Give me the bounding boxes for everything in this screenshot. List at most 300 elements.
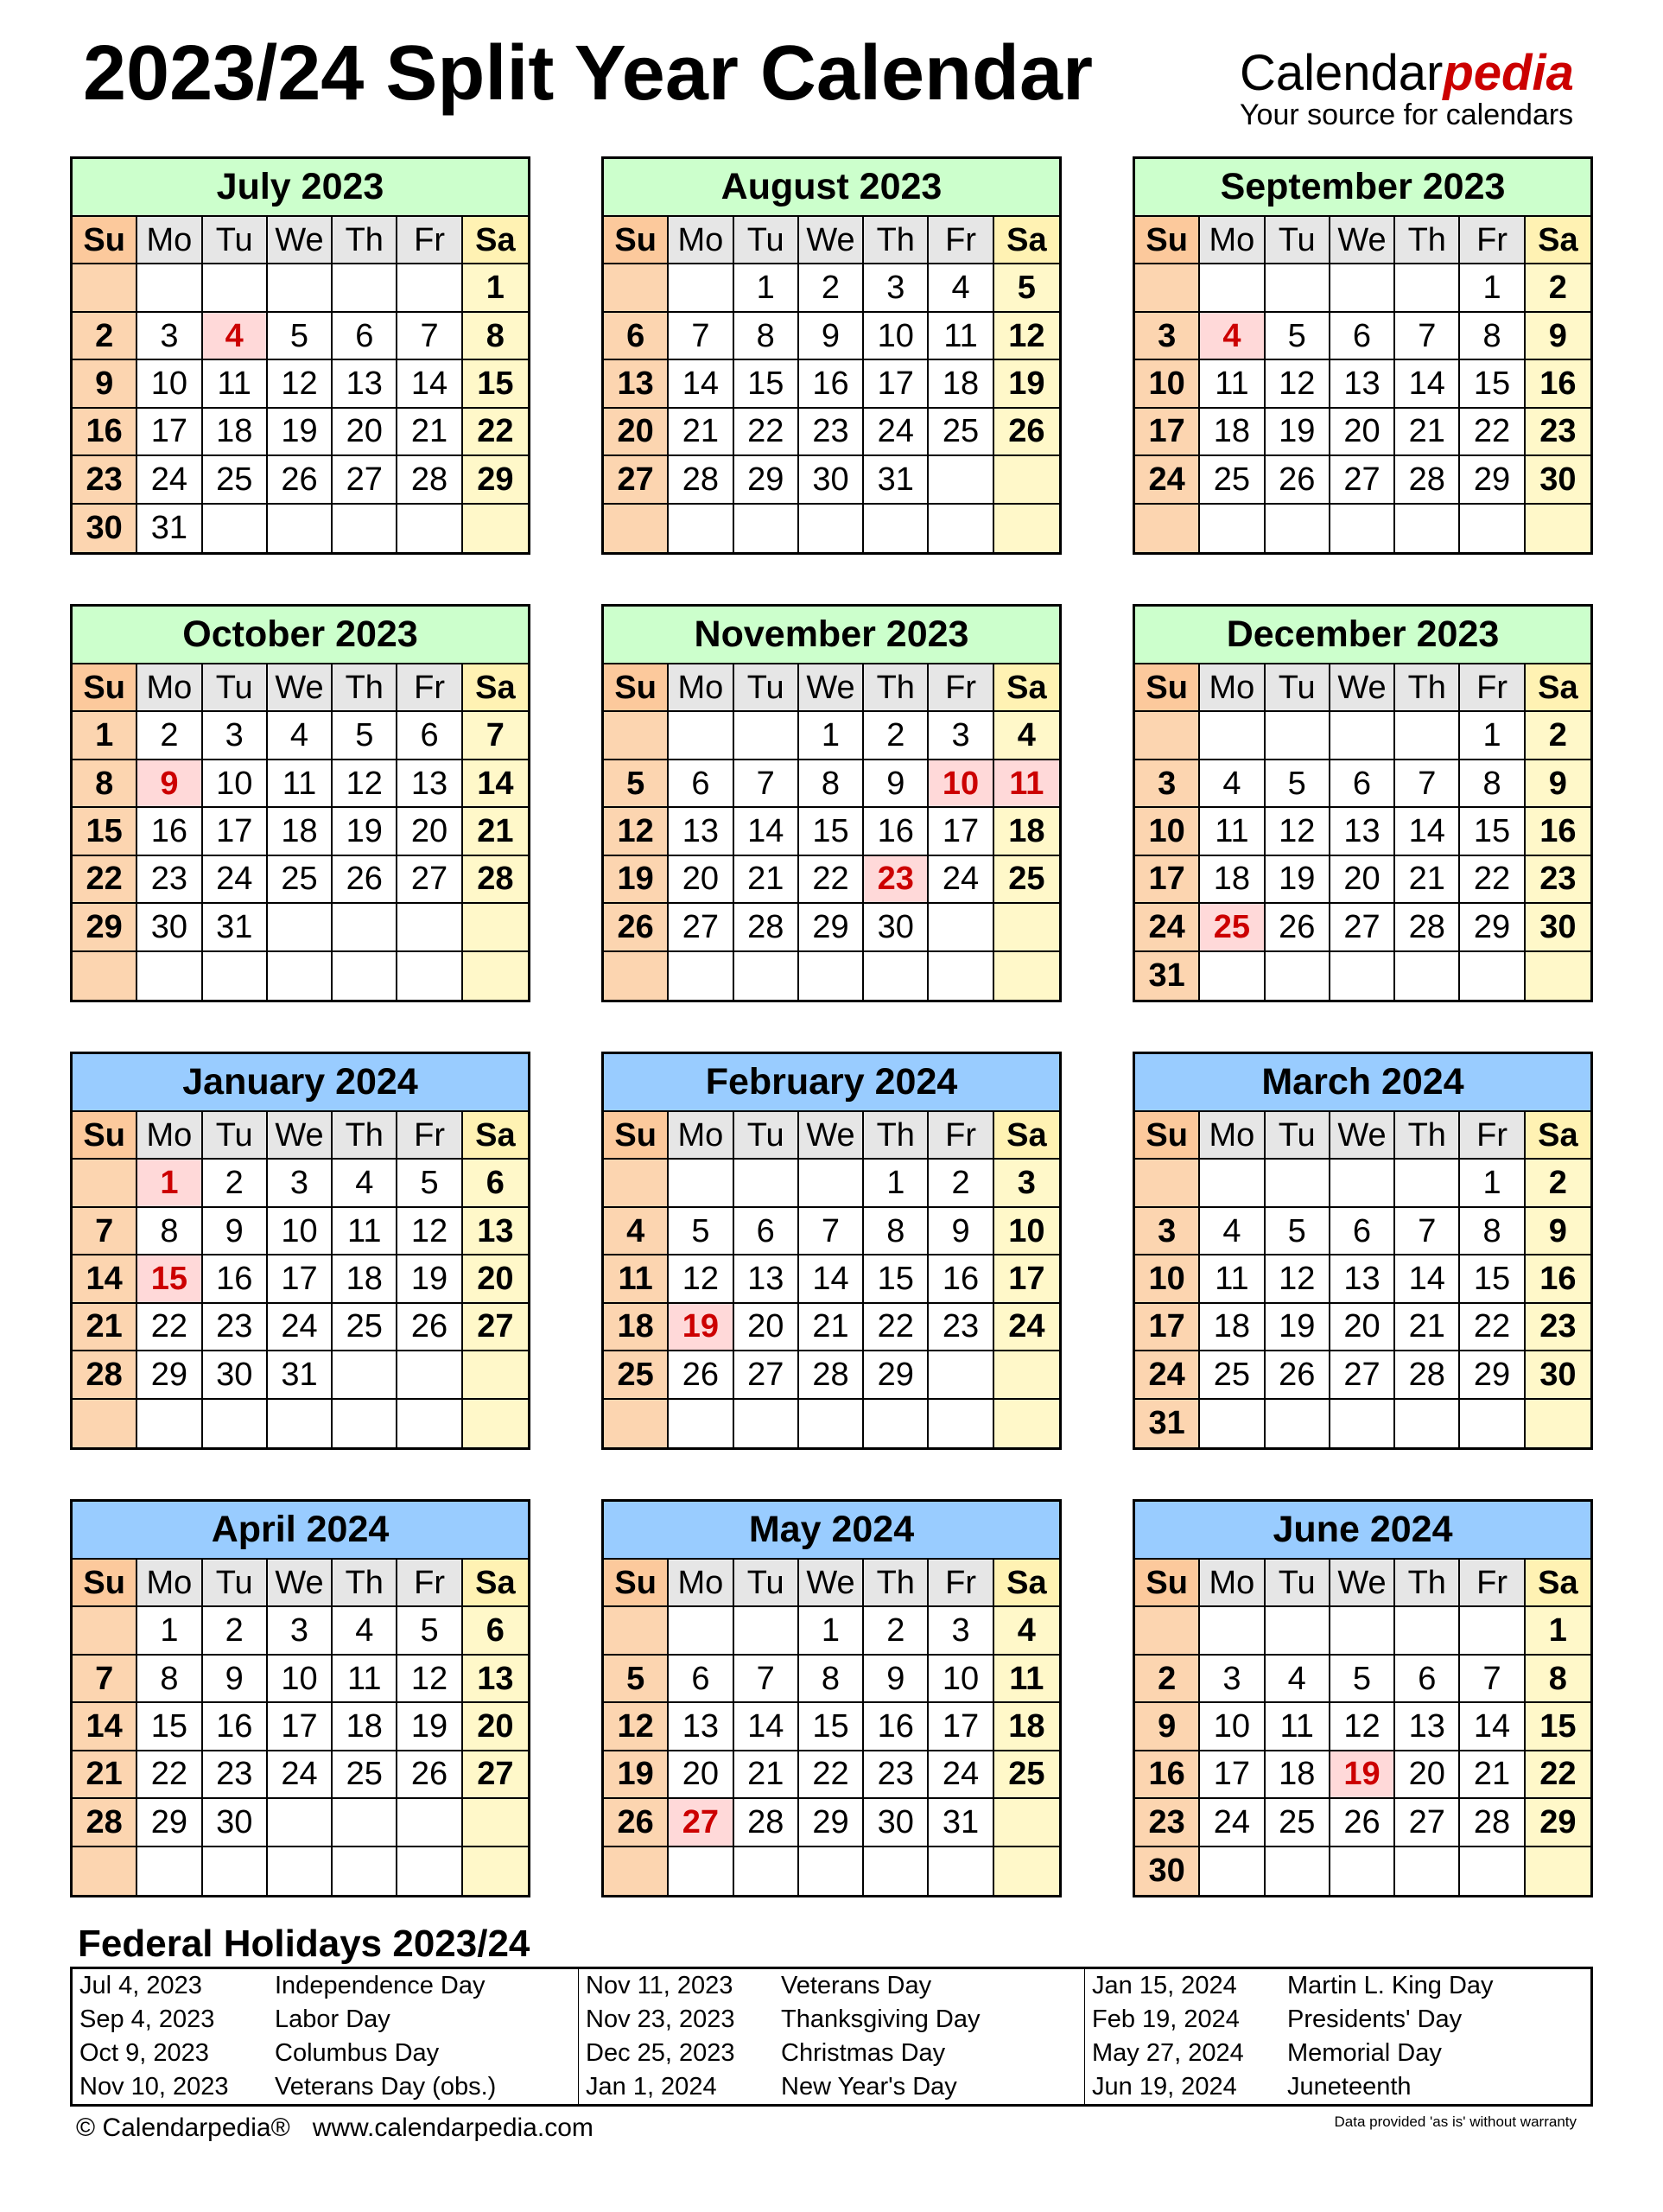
day-cell[interactable]: 5 bbox=[1266, 760, 1330, 808]
day-cell[interactable]: 29 bbox=[137, 1351, 202, 1399]
day-cell[interactable]: 29 bbox=[1460, 904, 1525, 951]
day-cell[interactable]: 24 bbox=[268, 1304, 333, 1351]
day-cell[interactable]: 30 bbox=[1526, 456, 1590, 504]
day-cell[interactable]: 3 bbox=[137, 313, 202, 360]
day-cell[interactable]: 26 bbox=[1266, 904, 1330, 951]
day-cell[interactable]: 3 bbox=[203, 712, 268, 760]
day-cell[interactable]: 5 bbox=[604, 760, 669, 808]
day-cell[interactable]: 28 bbox=[73, 1799, 137, 1847]
day-cell[interactable]: 28 bbox=[734, 904, 799, 951]
day-cell[interactable]: 16 bbox=[929, 1255, 993, 1303]
holiday-day-cell[interactable]: 25 bbox=[1200, 904, 1265, 951]
day-cell[interactable]: 2 bbox=[1135, 1656, 1200, 1703]
day-cell[interactable]: 27 bbox=[397, 856, 462, 904]
day-cell[interactable]: 24 bbox=[864, 409, 929, 456]
day-cell[interactable]: 9 bbox=[1135, 1703, 1200, 1751]
day-cell[interactable]: 21 bbox=[397, 409, 462, 456]
day-cell[interactable]: 12 bbox=[669, 1255, 733, 1303]
day-cell[interactable]: 10 bbox=[203, 760, 268, 808]
day-cell[interactable]: 16 bbox=[1526, 808, 1590, 855]
day-cell[interactable]: 6 bbox=[397, 712, 462, 760]
day-cell[interactable]: 30 bbox=[864, 1799, 929, 1847]
day-cell[interactable]: 6 bbox=[1395, 1656, 1460, 1703]
day-cell[interactable]: 1 bbox=[1526, 1607, 1590, 1655]
day-cell[interactable]: 29 bbox=[799, 1799, 864, 1847]
day-cell[interactable]: 24 bbox=[1135, 456, 1200, 504]
day-cell[interactable]: 9 bbox=[864, 1656, 929, 1703]
day-cell[interactable]: 14 bbox=[799, 1255, 864, 1303]
day-cell[interactable]: 22 bbox=[1460, 409, 1525, 456]
day-cell[interactable]: 15 bbox=[864, 1255, 929, 1303]
holiday-day-cell[interactable]: 9 bbox=[137, 760, 202, 808]
day-cell[interactable]: 8 bbox=[1460, 313, 1525, 360]
day-cell[interactable]: 12 bbox=[1266, 808, 1330, 855]
day-cell[interactable]: 30 bbox=[1526, 904, 1590, 951]
day-cell[interactable]: 22 bbox=[137, 1751, 202, 1799]
day-cell[interactable]: 27 bbox=[463, 1751, 528, 1799]
day-cell[interactable]: 19 bbox=[397, 1255, 462, 1303]
day-cell[interactable]: 30 bbox=[137, 904, 202, 951]
day-cell[interactable]: 16 bbox=[1526, 360, 1590, 408]
day-cell[interactable]: 10 bbox=[1200, 1703, 1265, 1751]
day-cell[interactable]: 21 bbox=[669, 409, 733, 456]
day-cell[interactable]: 30 bbox=[1135, 1847, 1200, 1895]
day-cell[interactable]: 21 bbox=[73, 1751, 137, 1799]
day-cell[interactable]: 7 bbox=[463, 712, 528, 760]
day-cell[interactable]: 1 bbox=[73, 712, 137, 760]
day-cell[interactable]: 3 bbox=[929, 712, 993, 760]
day-cell[interactable]: 14 bbox=[463, 760, 528, 808]
day-cell[interactable]: 23 bbox=[137, 856, 202, 904]
day-cell[interactable]: 3 bbox=[1200, 1656, 1265, 1703]
day-cell[interactable]: 24 bbox=[994, 1304, 1059, 1351]
day-cell[interactable]: 30 bbox=[203, 1799, 268, 1847]
day-cell[interactable]: 17 bbox=[1135, 1304, 1200, 1351]
day-cell[interactable]: 2 bbox=[203, 1160, 268, 1207]
day-cell[interactable]: 5 bbox=[397, 1607, 462, 1655]
day-cell[interactable]: 6 bbox=[333, 313, 397, 360]
day-cell[interactable]: 5 bbox=[994, 264, 1059, 312]
footer-website-link[interactable]: www.calendarpedia.com bbox=[312, 2113, 593, 2142]
day-cell[interactable]: 24 bbox=[268, 1751, 333, 1799]
day-cell[interactable]: 17 bbox=[864, 360, 929, 408]
day-cell[interactable]: 20 bbox=[734, 1304, 799, 1351]
day-cell[interactable]: 27 bbox=[1395, 1799, 1460, 1847]
day-cell[interactable]: 29 bbox=[1460, 456, 1525, 504]
day-cell[interactable]: 23 bbox=[1526, 409, 1590, 456]
day-cell[interactable]: 25 bbox=[994, 856, 1059, 904]
day-cell[interactable]: 17 bbox=[203, 808, 268, 855]
day-cell[interactable]: 21 bbox=[1460, 1751, 1525, 1799]
day-cell[interactable]: 20 bbox=[1330, 856, 1395, 904]
day-cell[interactable]: 7 bbox=[397, 313, 462, 360]
day-cell[interactable]: 8 bbox=[137, 1208, 202, 1255]
day-cell[interactable]: 26 bbox=[333, 856, 397, 904]
day-cell[interactable]: 9 bbox=[1526, 313, 1590, 360]
day-cell[interactable]: 10 bbox=[268, 1208, 333, 1255]
day-cell[interactable]: 26 bbox=[604, 1799, 669, 1847]
day-cell[interactable]: 26 bbox=[1266, 1351, 1330, 1399]
day-cell[interactable]: 13 bbox=[1330, 808, 1395, 855]
day-cell[interactable]: 27 bbox=[604, 456, 669, 504]
day-cell[interactable]: 8 bbox=[799, 1656, 864, 1703]
holiday-day-cell[interactable]: 4 bbox=[203, 313, 268, 360]
day-cell[interactable]: 2 bbox=[1526, 1160, 1590, 1207]
day-cell[interactable]: 18 bbox=[994, 1703, 1059, 1751]
day-cell[interactable]: 18 bbox=[604, 1304, 669, 1351]
day-cell[interactable]: 2 bbox=[864, 712, 929, 760]
day-cell[interactable]: 27 bbox=[1330, 1351, 1395, 1399]
day-cell[interactable]: 4 bbox=[1266, 1656, 1330, 1703]
day-cell[interactable]: 2 bbox=[203, 1607, 268, 1655]
day-cell[interactable]: 28 bbox=[397, 456, 462, 504]
day-cell[interactable]: 20 bbox=[463, 1255, 528, 1303]
day-cell[interactable]: 24 bbox=[1200, 1799, 1265, 1847]
day-cell[interactable]: 11 bbox=[994, 1656, 1059, 1703]
day-cell[interactable]: 20 bbox=[397, 808, 462, 855]
day-cell[interactable]: 25 bbox=[333, 1751, 397, 1799]
day-cell[interactable]: 22 bbox=[1526, 1751, 1590, 1799]
day-cell[interactable]: 12 bbox=[268, 360, 333, 408]
day-cell[interactable]: 5 bbox=[669, 1208, 733, 1255]
day-cell[interactable]: 23 bbox=[1135, 1799, 1200, 1847]
day-cell[interactable]: 14 bbox=[73, 1255, 137, 1303]
day-cell[interactable]: 26 bbox=[397, 1304, 462, 1351]
day-cell[interactable]: 15 bbox=[799, 1703, 864, 1751]
day-cell[interactable]: 17 bbox=[929, 1703, 993, 1751]
day-cell[interactable]: 18 bbox=[333, 1255, 397, 1303]
holiday-day-cell[interactable]: 23 bbox=[864, 856, 929, 904]
day-cell[interactable]: 13 bbox=[1330, 1255, 1395, 1303]
day-cell[interactable]: 12 bbox=[1266, 1255, 1330, 1303]
day-cell[interactable]: 25 bbox=[1200, 456, 1265, 504]
day-cell[interactable]: 22 bbox=[137, 1304, 202, 1351]
day-cell[interactable]: 10 bbox=[1135, 808, 1200, 855]
day-cell[interactable]: 31 bbox=[203, 904, 268, 951]
day-cell[interactable]: 16 bbox=[1135, 1751, 1200, 1799]
day-cell[interactable]: 31 bbox=[137, 505, 202, 552]
holiday-day-cell[interactable]: 1 bbox=[137, 1160, 202, 1207]
day-cell[interactable]: 1 bbox=[1460, 1160, 1525, 1207]
day-cell[interactable]: 6 bbox=[604, 313, 669, 360]
day-cell[interactable]: 19 bbox=[604, 856, 669, 904]
day-cell[interactable]: 11 bbox=[203, 360, 268, 408]
day-cell[interactable]: 15 bbox=[1460, 360, 1525, 408]
day-cell[interactable]: 28 bbox=[1395, 456, 1460, 504]
day-cell[interactable]: 11 bbox=[1200, 360, 1265, 408]
day-cell[interactable]: 26 bbox=[604, 904, 669, 951]
day-cell[interactable]: 25 bbox=[203, 456, 268, 504]
day-cell[interactable]: 15 bbox=[137, 1703, 202, 1751]
day-cell[interactable]: 16 bbox=[799, 360, 864, 408]
day-cell[interactable]: 25 bbox=[1200, 1351, 1265, 1399]
day-cell[interactable]: 26 bbox=[669, 1351, 733, 1399]
day-cell[interactable]: 20 bbox=[669, 856, 733, 904]
day-cell[interactable]: 12 bbox=[994, 313, 1059, 360]
day-cell[interactable]: 16 bbox=[864, 808, 929, 855]
day-cell[interactable]: 17 bbox=[268, 1703, 333, 1751]
day-cell[interactable]: 9 bbox=[203, 1208, 268, 1255]
day-cell[interactable]: 1 bbox=[463, 264, 528, 312]
holiday-day-cell[interactable]: 10 bbox=[929, 760, 993, 808]
day-cell[interactable]: 24 bbox=[1135, 1351, 1200, 1399]
day-cell[interactable]: 4 bbox=[1200, 1208, 1265, 1255]
day-cell[interactable]: 5 bbox=[604, 1656, 669, 1703]
day-cell[interactable]: 16 bbox=[203, 1703, 268, 1751]
day-cell[interactable]: 24 bbox=[1135, 904, 1200, 951]
day-cell[interactable]: 24 bbox=[203, 856, 268, 904]
day-cell[interactable]: 3 bbox=[864, 264, 929, 312]
day-cell[interactable]: 17 bbox=[268, 1255, 333, 1303]
day-cell[interactable]: 21 bbox=[463, 808, 528, 855]
day-cell[interactable]: 15 bbox=[1460, 808, 1525, 855]
day-cell[interactable]: 10 bbox=[929, 1656, 993, 1703]
day-cell[interactable]: 23 bbox=[203, 1751, 268, 1799]
day-cell[interactable]: 21 bbox=[1395, 409, 1460, 456]
day-cell[interactable]: 1 bbox=[799, 712, 864, 760]
day-cell[interactable]: 15 bbox=[463, 360, 528, 408]
day-cell[interactable]: 12 bbox=[604, 1703, 669, 1751]
day-cell[interactable]: 10 bbox=[864, 313, 929, 360]
day-cell[interactable]: 8 bbox=[799, 760, 864, 808]
day-cell[interactable]: 14 bbox=[669, 360, 733, 408]
day-cell[interactable]: 8 bbox=[137, 1656, 202, 1703]
day-cell[interactable]: 29 bbox=[1526, 1799, 1590, 1847]
day-cell[interactable]: 30 bbox=[203, 1351, 268, 1399]
day-cell[interactable]: 14 bbox=[1395, 1255, 1460, 1303]
day-cell[interactable]: 25 bbox=[268, 856, 333, 904]
day-cell[interactable]: 13 bbox=[1395, 1703, 1460, 1751]
day-cell[interactable]: 27 bbox=[1330, 456, 1395, 504]
brand-logo[interactable] bbox=[1240, 45, 1585, 131]
day-cell[interactable]: 19 bbox=[1266, 409, 1330, 456]
holiday-day-cell[interactable]: 19 bbox=[1330, 1751, 1395, 1799]
day-cell[interactable]: 22 bbox=[864, 1304, 929, 1351]
day-cell[interactable]: 20 bbox=[669, 1751, 733, 1799]
day-cell[interactable]: 9 bbox=[1526, 760, 1590, 808]
day-cell[interactable]: 5 bbox=[1266, 313, 1330, 360]
day-cell[interactable]: 18 bbox=[268, 808, 333, 855]
day-cell[interactable]: 23 bbox=[799, 409, 864, 456]
day-cell[interactable]: 28 bbox=[799, 1351, 864, 1399]
day-cell[interactable]: 31 bbox=[1135, 952, 1200, 1000]
day-cell[interactable]: 16 bbox=[864, 1703, 929, 1751]
day-cell[interactable]: 7 bbox=[1395, 1208, 1460, 1255]
day-cell[interactable]: 4 bbox=[1200, 760, 1265, 808]
day-cell[interactable]: 22 bbox=[463, 409, 528, 456]
day-cell[interactable]: 14 bbox=[1395, 808, 1460, 855]
day-cell[interactable]: 28 bbox=[1460, 1799, 1525, 1847]
day-cell[interactable]: 29 bbox=[73, 904, 137, 951]
day-cell[interactable]: 7 bbox=[73, 1656, 137, 1703]
holiday-day-cell[interactable]: 19 bbox=[669, 1304, 733, 1351]
day-cell[interactable]: 16 bbox=[137, 808, 202, 855]
day-cell[interactable]: 7 bbox=[1395, 313, 1460, 360]
day-cell[interactable]: 16 bbox=[73, 409, 137, 456]
day-cell[interactable]: 23 bbox=[929, 1304, 993, 1351]
day-cell[interactable]: 7 bbox=[734, 1656, 799, 1703]
day-cell[interactable]: 26 bbox=[1266, 456, 1330, 504]
day-cell[interactable]: 30 bbox=[799, 456, 864, 504]
day-cell[interactable]: 13 bbox=[463, 1656, 528, 1703]
day-cell[interactable]: 2 bbox=[929, 1160, 993, 1207]
day-cell[interactable]: 3 bbox=[268, 1160, 333, 1207]
day-cell[interactable]: 5 bbox=[333, 712, 397, 760]
day-cell[interactable]: 19 bbox=[1266, 856, 1330, 904]
day-cell[interactable]: 15 bbox=[799, 808, 864, 855]
day-cell[interactable]: 24 bbox=[929, 1751, 993, 1799]
day-cell[interactable]: 16 bbox=[203, 1255, 268, 1303]
day-cell[interactable]: 12 bbox=[397, 1208, 462, 1255]
day-cell[interactable]: 3 bbox=[994, 1160, 1059, 1207]
day-cell[interactable]: 9 bbox=[73, 360, 137, 408]
day-cell[interactable]: 20 bbox=[463, 1703, 528, 1751]
day-cell[interactable]: 15 bbox=[1526, 1703, 1590, 1751]
day-cell[interactable]: 14 bbox=[734, 1703, 799, 1751]
day-cell[interactable]: 6 bbox=[669, 760, 733, 808]
day-cell[interactable]: 8 bbox=[734, 313, 799, 360]
day-cell[interactable]: 19 bbox=[333, 808, 397, 855]
day-cell[interactable]: 8 bbox=[864, 1208, 929, 1255]
day-cell[interactable]: 11 bbox=[1200, 808, 1265, 855]
day-cell[interactable]: 18 bbox=[929, 360, 993, 408]
day-cell[interactable]: 20 bbox=[1395, 1751, 1460, 1799]
day-cell[interactable]: 29 bbox=[864, 1351, 929, 1399]
day-cell[interactable]: 3 bbox=[1135, 313, 1200, 360]
day-cell[interactable]: 18 bbox=[994, 808, 1059, 855]
day-cell[interactable]: 31 bbox=[268, 1351, 333, 1399]
day-cell[interactable]: 13 bbox=[397, 760, 462, 808]
day-cell[interactable]: 17 bbox=[1135, 409, 1200, 456]
day-cell[interactable]: 1 bbox=[137, 1607, 202, 1655]
day-cell[interactable]: 16 bbox=[1526, 1255, 1590, 1303]
day-cell[interactable]: 29 bbox=[137, 1799, 202, 1847]
day-cell[interactable]: 10 bbox=[994, 1208, 1059, 1255]
day-cell[interactable]: 17 bbox=[929, 808, 993, 855]
day-cell[interactable]: 28 bbox=[1395, 1351, 1460, 1399]
day-cell[interactable]: 20 bbox=[1330, 1304, 1395, 1351]
day-cell[interactable]: 21 bbox=[1395, 1304, 1460, 1351]
day-cell[interactable]: 22 bbox=[1460, 856, 1525, 904]
day-cell[interactable]: 11 bbox=[333, 1208, 397, 1255]
day-cell[interactable]: 13 bbox=[463, 1208, 528, 1255]
day-cell[interactable]: 31 bbox=[1135, 1400, 1200, 1447]
day-cell[interactable]: 22 bbox=[1460, 1304, 1525, 1351]
day-cell[interactable]: 26 bbox=[1330, 1799, 1395, 1847]
day-cell[interactable]: 21 bbox=[799, 1304, 864, 1351]
holiday-day-cell[interactable]: 11 bbox=[994, 760, 1059, 808]
day-cell[interactable]: 21 bbox=[734, 1751, 799, 1799]
day-cell[interactable]: 18 bbox=[333, 1703, 397, 1751]
day-cell[interactable]: 22 bbox=[734, 409, 799, 456]
day-cell[interactable]: 24 bbox=[137, 456, 202, 504]
day-cell[interactable]: 20 bbox=[333, 409, 397, 456]
day-cell[interactable]: 27 bbox=[734, 1351, 799, 1399]
day-cell[interactable]: 5 bbox=[397, 1160, 462, 1207]
day-cell[interactable]: 8 bbox=[1460, 760, 1525, 808]
day-cell[interactable]: 23 bbox=[73, 456, 137, 504]
day-cell[interactable]: 4 bbox=[994, 712, 1059, 760]
day-cell[interactable]: 18 bbox=[1200, 856, 1265, 904]
day-cell[interactable]: 2 bbox=[1526, 264, 1590, 312]
holiday-day-cell[interactable]: 4 bbox=[1200, 313, 1265, 360]
day-cell[interactable]: 2 bbox=[1526, 712, 1590, 760]
day-cell[interactable]: 18 bbox=[203, 409, 268, 456]
day-cell[interactable]: 24 bbox=[929, 856, 993, 904]
holiday-day-cell[interactable]: 27 bbox=[669, 1799, 733, 1847]
day-cell[interactable]: 7 bbox=[73, 1208, 137, 1255]
day-cell[interactable]: 23 bbox=[203, 1304, 268, 1351]
day-cell[interactable]: 6 bbox=[669, 1656, 733, 1703]
day-cell[interactable]: 25 bbox=[929, 409, 993, 456]
day-cell[interactable]: 17 bbox=[994, 1255, 1059, 1303]
day-cell[interactable]: 13 bbox=[669, 808, 733, 855]
day-cell[interactable]: 21 bbox=[734, 856, 799, 904]
day-cell[interactable]: 23 bbox=[1526, 1304, 1590, 1351]
day-cell[interactable]: 31 bbox=[929, 1799, 993, 1847]
day-cell[interactable]: 4 bbox=[333, 1607, 397, 1655]
day-cell[interactable]: 27 bbox=[669, 904, 733, 951]
day-cell[interactable]: 14 bbox=[734, 808, 799, 855]
day-cell[interactable]: 9 bbox=[203, 1656, 268, 1703]
day-cell[interactable]: 17 bbox=[137, 409, 202, 456]
day-cell[interactable]: 20 bbox=[1330, 409, 1395, 456]
day-cell[interactable]: 3 bbox=[1135, 760, 1200, 808]
day-cell[interactable]: 4 bbox=[333, 1160, 397, 1207]
day-cell[interactable]: 3 bbox=[268, 1607, 333, 1655]
day-cell[interactable]: 8 bbox=[1460, 1208, 1525, 1255]
day-cell[interactable]: 12 bbox=[333, 760, 397, 808]
day-cell[interactable]: 22 bbox=[799, 856, 864, 904]
day-cell[interactable]: 1 bbox=[799, 1607, 864, 1655]
day-cell[interactable]: 2 bbox=[73, 313, 137, 360]
day-cell[interactable]: 12 bbox=[604, 808, 669, 855]
day-cell[interactable]: 6 bbox=[463, 1160, 528, 1207]
day-cell[interactable]: 7 bbox=[669, 313, 733, 360]
day-cell[interactable]: 5 bbox=[1330, 1656, 1395, 1703]
day-cell[interactable]: 1 bbox=[864, 1160, 929, 1207]
day-cell[interactable]: 26 bbox=[268, 456, 333, 504]
day-cell[interactable]: 5 bbox=[268, 313, 333, 360]
day-cell[interactable]: 6 bbox=[1330, 760, 1395, 808]
day-cell[interactable]: 4 bbox=[268, 712, 333, 760]
day-cell[interactable]: 7 bbox=[799, 1208, 864, 1255]
day-cell[interactable]: 14 bbox=[73, 1703, 137, 1751]
day-cell[interactable]: 9 bbox=[864, 760, 929, 808]
day-cell[interactable]: 28 bbox=[734, 1799, 799, 1847]
day-cell[interactable]: 11 bbox=[333, 1656, 397, 1703]
day-cell[interactable]: 6 bbox=[734, 1208, 799, 1255]
day-cell[interactable]: 20 bbox=[604, 409, 669, 456]
day-cell[interactable]: 18 bbox=[1266, 1751, 1330, 1799]
day-cell[interactable]: 25 bbox=[604, 1351, 669, 1399]
day-cell[interactable]: 13 bbox=[333, 360, 397, 408]
day-cell[interactable]: 17 bbox=[1200, 1751, 1265, 1799]
day-cell[interactable]: 29 bbox=[1460, 1351, 1525, 1399]
day-cell[interactable]: 11 bbox=[929, 313, 993, 360]
day-cell[interactable]: 19 bbox=[1266, 1304, 1330, 1351]
day-cell[interactable]: 25 bbox=[994, 1751, 1059, 1799]
day-cell[interactable]: 5 bbox=[1266, 1208, 1330, 1255]
day-cell[interactable]: 19 bbox=[994, 360, 1059, 408]
day-cell[interactable]: 6 bbox=[463, 1607, 528, 1655]
day-cell[interactable]: 10 bbox=[1135, 360, 1200, 408]
day-cell[interactable]: 1 bbox=[1460, 712, 1525, 760]
day-cell[interactable]: 12 bbox=[397, 1656, 462, 1703]
day-cell[interactable]: 27 bbox=[333, 456, 397, 504]
day-cell[interactable]: 4 bbox=[604, 1208, 669, 1255]
day-cell[interactable]: 3 bbox=[1135, 1208, 1200, 1255]
